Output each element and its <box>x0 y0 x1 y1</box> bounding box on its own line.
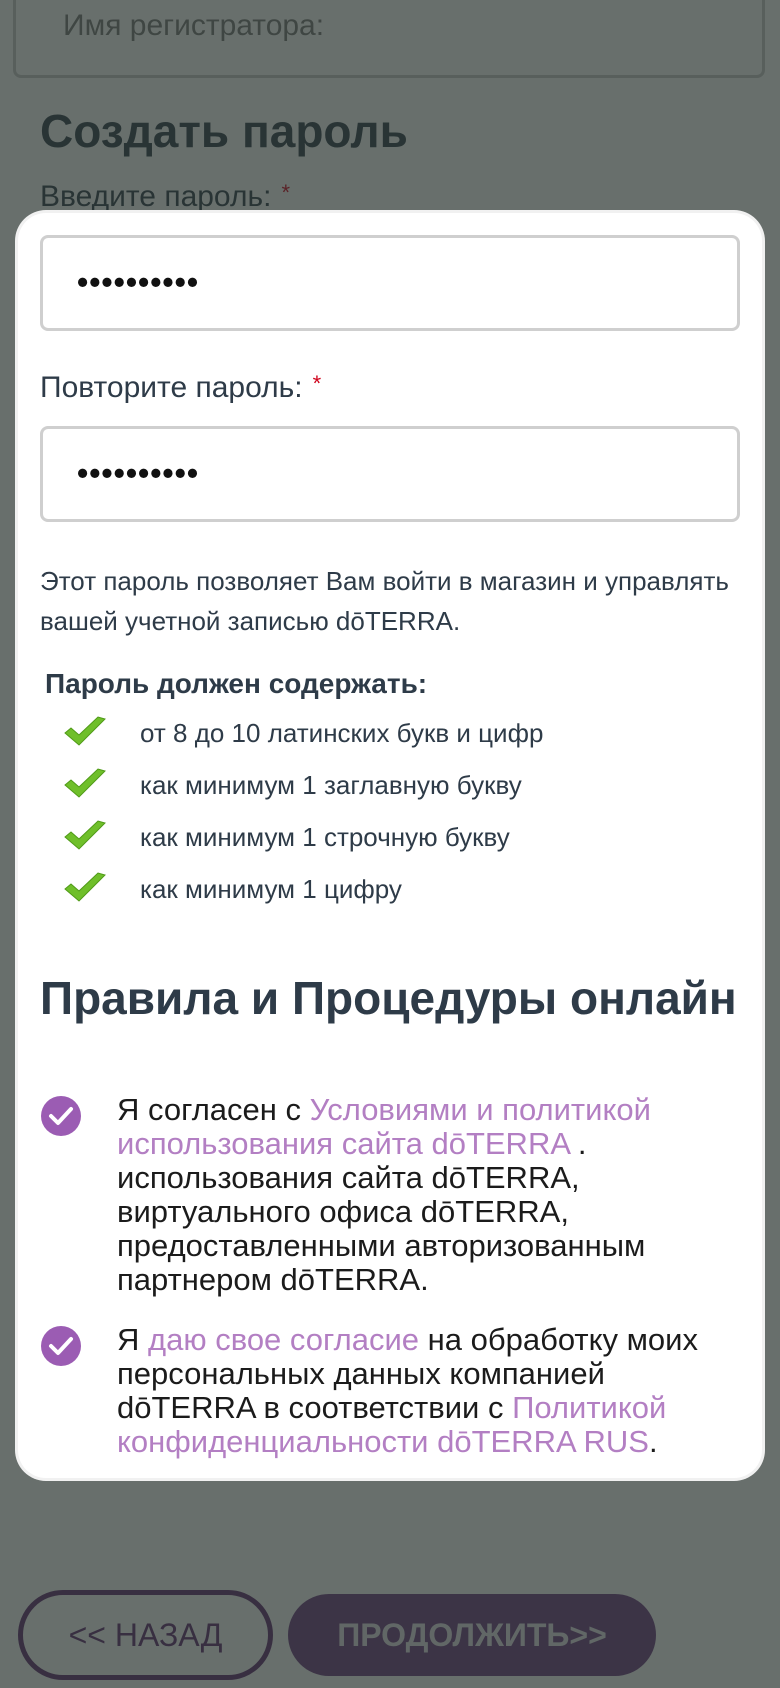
green-check-icon <box>62 819 108 855</box>
terms-consent <box>40 1093 740 1297</box>
terms-suffix: . использования сайта dōTERRA, виртуального офиса dōTERRA, предоставленными авторизованным партнером dōTERRA. <box>117 1126 646 1297</box>
green-check-icon <box>62 767 108 803</box>
requirement-item <box>62 759 543 811</box>
consent-link[interactable]: даю свое согласие <box>148 1322 420 1357</box>
rules-title: Правила и Процедуры онлайн <box>40 972 737 1024</box>
privacy-suffix: . <box>648 1424 658 1459</box>
password-input[interactable] <box>40 235 740 331</box>
password-value: •••••••••• <box>77 264 200 300</box>
terms-consent-text <box>117 1093 740 1297</box>
repeat-password-label-text: Повторите пароль: <box>40 371 303 404</box>
privacy-consent <box>40 1323 740 1459</box>
requirement-text: как минимум 1 заглавную букву <box>140 769 522 800</box>
privacy-middle: на обработку моих персональных данных компанией dōTERRA в соответствии с <box>117 1322 698 1425</box>
terms-prefix: Я согласен с <box>117 1092 310 1127</box>
repeat-password-label <box>40 371 321 405</box>
privacy-prefix: Я <box>117 1322 148 1357</box>
requirement-text: как минимум 1 строчную букву <box>140 821 510 852</box>
requirement-item <box>62 863 543 915</box>
requirements-title: Пароль должен содержать: <box>45 668 428 699</box>
checked-circle-icon[interactable] <box>40 1325 82 1367</box>
requirement-item <box>62 811 543 863</box>
green-check-icon <box>62 715 108 751</box>
password-modal <box>18 213 762 1478</box>
requirement-text: как минимум 1 цифру <box>140 873 402 904</box>
terms-link[interactable]: Условиями и политикой использования сайта dōTERRA <box>117 1092 651 1161</box>
repeat-password-input[interactable] <box>40 426 740 522</box>
privacy-policy-link[interactable]: Политикой конфиденциальности dōTERRA RUS <box>117 1390 667 1459</box>
requirements-list <box>62 707 543 915</box>
password-info-text: Этот пароль позволяет Вам войти в магазин и управлять вашей учетной записью dōTERRA. <box>40 566 729 636</box>
repeat-password-value: •••••••••• <box>77 455 200 491</box>
checked-circle-icon[interactable] <box>40 1095 82 1137</box>
green-check-icon <box>62 871 108 907</box>
requirement-text: от 8 до 10 латинских букв и цифр <box>140 717 544 748</box>
requirement-item <box>62 707 543 759</box>
required-mark: * <box>312 371 322 396</box>
privacy-consent-text <box>117 1323 740 1459</box>
